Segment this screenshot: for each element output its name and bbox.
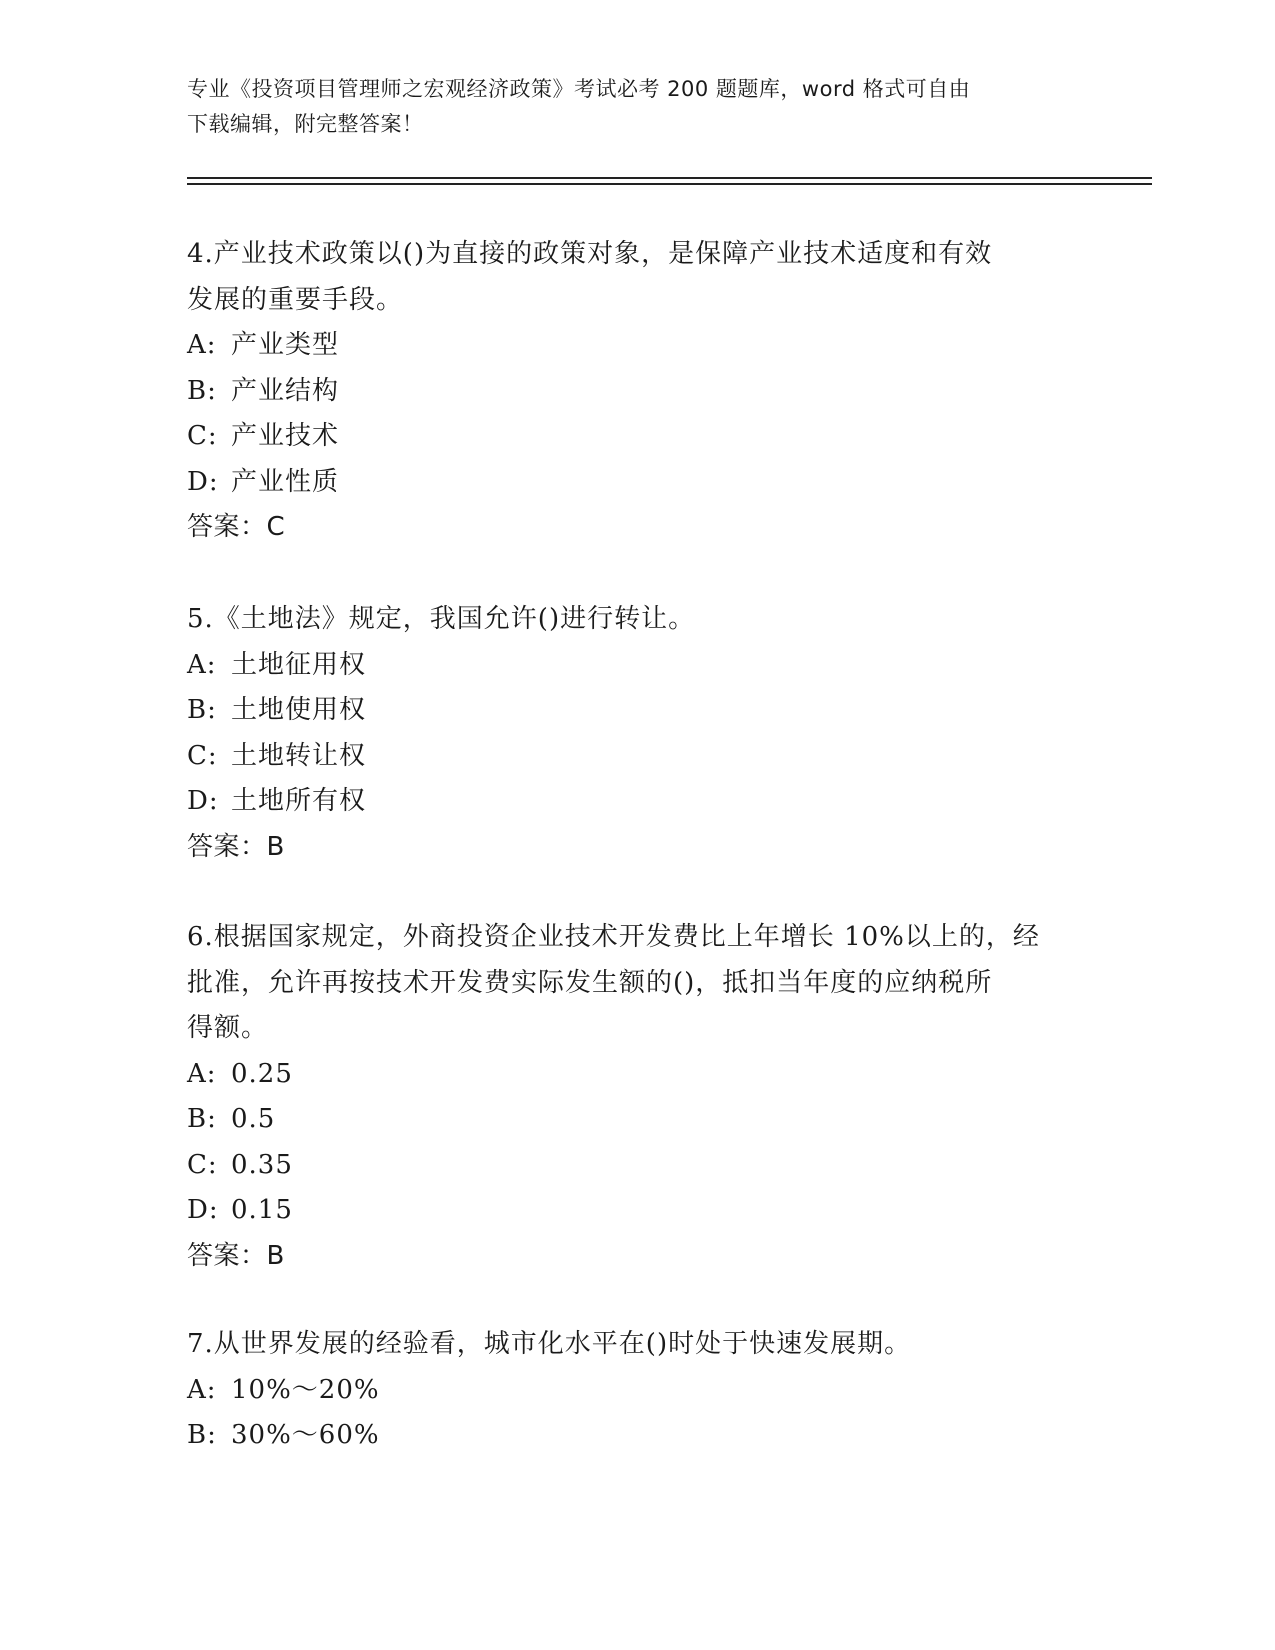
option-b xyxy=(187,688,1087,734)
option-d xyxy=(187,460,1087,506)
option-text: 10%～20% xyxy=(231,1374,380,1405)
answer-line: 答案：C xyxy=(187,512,286,542)
option-a xyxy=(187,323,1087,369)
option-letter: D: xyxy=(187,1195,219,1225)
option-c xyxy=(187,414,1087,460)
option-text: 土地转让权 xyxy=(231,740,367,771)
option-letter: B: xyxy=(187,695,217,725)
option-letter: D: xyxy=(187,786,219,816)
option-text: 0.35 xyxy=(231,1149,293,1180)
option-letter: A: xyxy=(187,649,217,680)
option-letter: B: xyxy=(187,1420,217,1450)
option-a xyxy=(187,1052,1087,1098)
question-stem: 7.从世界发展的经验看，城市化水平在()时处于快速发展期。 xyxy=(187,1329,912,1359)
option-letter: A: xyxy=(187,1374,217,1405)
option-text: 产业技术 xyxy=(231,421,340,451)
question-stem: 6.根据国家规定，外商投资企业技术开发费比上年增长 10%以上的，经 xyxy=(187,922,1040,952)
option-text: 产业类型 xyxy=(231,330,340,360)
answer-line: 答案：B xyxy=(187,1240,285,1271)
question-stem: 5.《土地法》规定，我国允许()进行转让。 xyxy=(187,604,696,634)
option-letter: A: xyxy=(187,1058,217,1089)
option-b xyxy=(187,1097,1087,1143)
option-a xyxy=(187,1368,1087,1414)
option-letter: C: xyxy=(187,421,218,451)
option-text: 产业结构 xyxy=(231,375,340,406)
option-b xyxy=(187,369,1087,415)
question-7 xyxy=(187,1322,1087,1459)
header-line: 下载编辑，附完整答案！ xyxy=(187,112,424,136)
question-6 xyxy=(187,915,1087,1279)
option-text: 30%～60% xyxy=(231,1420,380,1450)
option-letter: B: xyxy=(187,1104,217,1134)
question-stem: 批准，允许再按技术开发费实际发生额的()，抵扣当年度的应纳税所 xyxy=(187,967,993,998)
option-d xyxy=(187,1188,1087,1234)
answer-line: 答案：B xyxy=(187,831,285,862)
header-line: 专业《投资项目管理师之宏观经济政策》考试必考 200 题题库，word 格式可自由 xyxy=(187,77,971,101)
header-divider-bottom xyxy=(187,183,1152,185)
header-divider-top xyxy=(187,177,1152,179)
option-letter: C: xyxy=(187,1149,218,1180)
question-stem: 4.产业技术政策以()为直接的政策对象，是保障产业技术适度和有效 xyxy=(187,239,993,269)
option-text: 0.25 xyxy=(231,1058,293,1089)
option-c xyxy=(187,1143,1087,1189)
option-letter: D: xyxy=(187,466,219,497)
option-a xyxy=(187,643,1087,689)
option-letter: C: xyxy=(187,740,218,771)
question-stem: 发展的重要手段。 xyxy=(187,284,404,315)
option-text: 土地使用权 xyxy=(231,695,367,725)
option-text: 0.5 xyxy=(231,1104,276,1134)
option-letter: B: xyxy=(187,375,217,406)
option-c xyxy=(187,734,1087,780)
option-letter: A: xyxy=(187,330,217,360)
option-text: 土地征用权 xyxy=(231,649,367,680)
option-text: 土地所有权 xyxy=(231,786,367,816)
document-header xyxy=(187,72,1067,142)
question-stem: 得额。 xyxy=(187,1013,269,1043)
question-5 xyxy=(187,597,1087,870)
option-text: 产业性质 xyxy=(231,466,340,497)
option-text: 0.15 xyxy=(231,1195,293,1225)
option-b xyxy=(187,1413,1087,1459)
option-d xyxy=(187,779,1087,825)
question-4 xyxy=(187,232,1087,551)
